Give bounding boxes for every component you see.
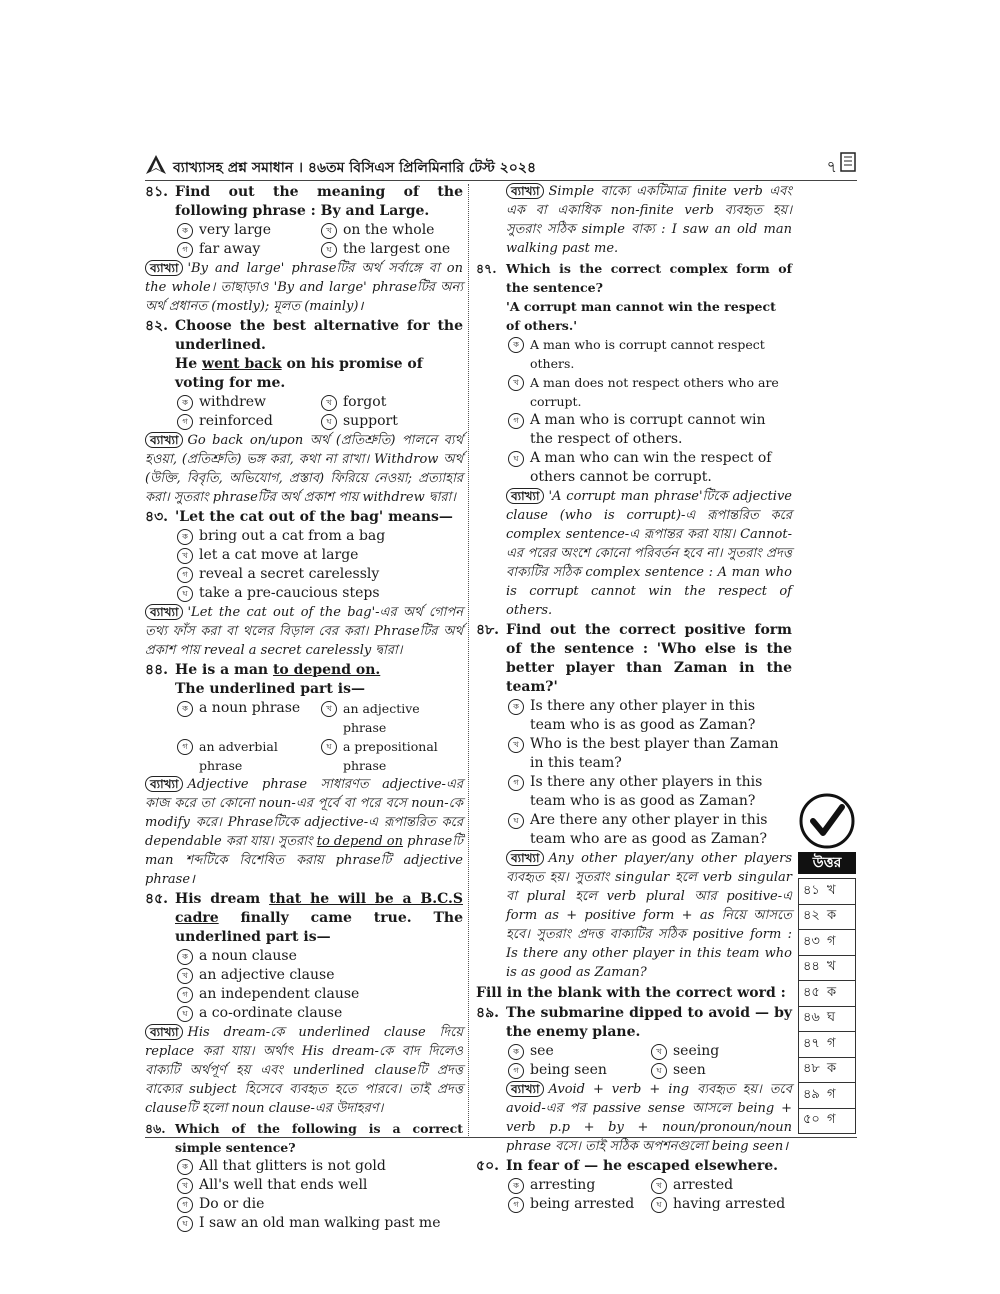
answer-row (799, 1006, 856, 1032)
answer-row (799, 981, 856, 1007)
explanation-tag: ব্যাখ্যা (145, 776, 183, 792)
explanation-tag: ব্যাখ্যা (506, 183, 544, 199)
option-b[interactable]: খ seeing (649, 1042, 792, 1061)
explanation-48: ব্যাখ্যা Any other player/any other players ব্যবহৃত হয়। সুতরাং singular হলে verb singular বা plural হলে verb plural আর positive-এ form as + positive form + as নিয়ে আসতে হবে। সুতরাং প্রদত্ত বাক্যটির সঠিক positive form : Is there any other player in this team who is as good as Zaman? (506, 851, 792, 980)
option-c[interactable]: গ being arrested (506, 1195, 649, 1214)
explanation-tag: ব্যাখ্যা (506, 850, 544, 866)
option-d[interactable]: ঘ a co-ordinate clause (175, 1004, 463, 1023)
page-header (145, 148, 857, 184)
option-c[interactable]: গ reinforced (175, 412, 319, 431)
option-a[interactable]: ক a noun clause (175, 947, 463, 966)
prompt-47: 'A corrupt man cannot win the respect of others.' (506, 299, 776, 333)
option-b[interactable]: খ forgot (319, 393, 463, 412)
question-43: ৪৩. 'Let the cat out of the bag' means— (145, 509, 453, 525)
explanation-45: ব্যাখ্যা His dream-কে underlined clause দিয়ে replace করা যায়। অর্থাৎ His dream-কে বাদ দিলেও বাক্যটি অর্থপূর্ণ হয় এবং underlined clauseটি প্রদত্ত বাক্যের subject হিসেবে ব্যবহৃত হতে পারবে। তাই প্রদত্ত clauseটি হলো noun clause-এর উদাহরণ। (145, 1025, 463, 1116)
prompt-42: He went back on his promise of voting for me. (175, 356, 423, 391)
option-c[interactable]: গ Is there any other players in this team who is as good as Zaman? (506, 773, 792, 811)
left-column (145, 182, 463, 1233)
option-a[interactable]: ক Is there any other player in this team who is as good as Zaman? (506, 697, 792, 735)
question-48: ৪৮. Find out the correct positive form of the sentence : 'Who else is the better player than Zaman in the team?' (476, 622, 792, 695)
section-heading: Fill in the blank with the correct word : (476, 985, 786, 1001)
option-a[interactable]: ক withdrew (175, 393, 319, 412)
option-d[interactable]: ঘ the largest one (319, 240, 463, 259)
answer-choice: খ (827, 882, 836, 898)
checkmark-icon (798, 792, 856, 850)
option-b[interactable]: খ let a cat move at large (175, 546, 463, 565)
question-45: ৪৫. His dream that he will be a B.C.S cadre finally came true. The underlined part is— (145, 891, 463, 945)
explanation-46: ব্যাখ্যা Simple বাক্যে একটিমাত্র finite verb এবং এক বা একাধিক non-finite verb ব্যবহৃত হয়। সুতরাং সঠিক simple বাক্য : I saw an old man walking past me. (506, 184, 792, 256)
answer-question-number: ৪১ (803, 882, 820, 898)
option-b[interactable]: খ A man does not respect others who are corrupt. (506, 373, 792, 411)
option-d[interactable]: ঘ seen (649, 1061, 792, 1080)
option-b[interactable]: খ All's well that ends well (175, 1176, 463, 1195)
option-d[interactable]: ঘ having arrested (649, 1195, 792, 1214)
answer-row (799, 1057, 856, 1083)
question-41: ৪১. Find out the meaning of the following phrase : By and Large. (145, 184, 463, 219)
option-d[interactable]: ঘ I saw an old man walking past me (175, 1214, 463, 1233)
option-b[interactable]: খ Who is the best player than Zaman in this team? (506, 735, 792, 773)
answer-question-number: ৪৪ (803, 959, 820, 975)
answer-question-number: ৪৬ (803, 1010, 820, 1026)
option-d[interactable]: ঘ a prepositional phrase (319, 737, 463, 775)
answer-row (799, 1083, 856, 1109)
options-41 (175, 221, 463, 259)
explanation-tag: ব্যাখ্যা (506, 1081, 544, 1097)
option-b[interactable]: খ on the whole (319, 221, 463, 240)
question-46: ৪৬. Which of the following is a correct simple sentence? (145, 1121, 463, 1155)
right-column (476, 182, 792, 1214)
explanation-43: ব্যাখ্যা 'Let the cat out of the bag'-এর অর্থ গোপন তথ্য ফাঁস করা বা থলের বিড়াল বের করা। Phraseটির অর্থ প্রকাশ পায় reveal a secret carelessly দ্বারা। (145, 605, 463, 658)
answer-row (799, 955, 856, 981)
explanation-tag: ব্যাখ্যা (145, 604, 183, 620)
option-a[interactable]: ক see (506, 1042, 649, 1061)
options-50 (506, 1176, 792, 1214)
answer-question-number: ৪৭ (803, 1035, 820, 1051)
option-b[interactable]: খ arrested (649, 1176, 792, 1195)
answer-question-number: ৪৮ (803, 1061, 820, 1077)
answer-row (799, 930, 856, 956)
book-icon (839, 152, 857, 172)
question-47: ৪৭. Which is the correct complex form of the sentence? (476, 261, 792, 295)
options-49 (506, 1042, 792, 1080)
option-c[interactable]: গ Do or die (175, 1195, 463, 1214)
options-47 (506, 335, 792, 487)
option-d[interactable]: ঘ A man who can win the respect of others cannot be corrupt. (506, 449, 792, 487)
prompt-44: The underlined part is— (175, 681, 365, 697)
option-a[interactable]: ক a noun phrase (175, 699, 319, 737)
explanation-tag: ব্যাখ্যা (145, 260, 183, 276)
answer-question-number: ৪৫ (803, 984, 820, 1000)
option-c[interactable]: গ reveal a secret carelessly (175, 565, 463, 584)
explanation-44: ব্যাখ্যা Adjective phrase সাধারণত adjective-এর কাজ করে তা কোনো noun-এর পূর্বে বা পরে বসে noun-কে modify করে। Phraseটিকে adjective-এ রূপান্তরিত করে dependable করা যায়। সুতরাং to depend on phraseটি man শব্দটিকে বিশেষিত করায় phraseটি adjective phrase। (145, 777, 463, 887)
option-d[interactable]: ঘ take a pre-caucious steps (175, 584, 463, 603)
options-43 (175, 527, 463, 603)
option-c[interactable]: গ far away (175, 240, 319, 259)
explanation-41: ব্যাখ্যা 'By and large' phraseটির অর্থ সর্বাঙ্গে বা on the whole। তাছাড়াও 'By and large' phraseটির অন্য অর্থ প্রধানত (mostly); মূলত (mainly)। (145, 261, 463, 314)
options-48 (506, 697, 792, 849)
option-d[interactable]: ঘ support (319, 412, 463, 431)
option-c[interactable]: গ being seen (506, 1061, 649, 1080)
page-number: ৭ (826, 157, 837, 176)
options-46 (175, 1157, 463, 1233)
option-d[interactable]: ঘ Are there any other player in this team who are as good as Zaman? (506, 811, 792, 849)
option-a[interactable]: ক All that glitters is not gold (175, 1157, 463, 1176)
question-42: ৪২. Choose the best alternative for the underlined. (145, 318, 463, 353)
answer-choice: গ (827, 1035, 836, 1051)
option-a[interactable]: ক arresting (506, 1176, 649, 1195)
explanation-tag: ব্যাখ্যা (145, 1024, 183, 1040)
answer-question-number: ৪২ (803, 908, 820, 924)
explanation-42: ব্যাখ্যা Go back on/upon অর্থ (প্রতিশ্রুতি) পালনে ব্যর্থ হওয়া, (প্রতিশ্রুতি) ভঙ্গ করা, কথা না রাখা। Withdrow অর্থ (উক্তি, বিবৃতি, অভিযোগ, প্রস্তাব) ফিরিয়ে নেওয়া; প্রত্যাহার করা। সুতরাং phraseটির অর্থ প্রকাশ পায় withdrew দ্বারা। (145, 433, 463, 505)
answer-question-number: ৪৯ (803, 1086, 820, 1102)
question-50: ৫০. In fear of — he escaped elsewhere. (476, 1158, 778, 1174)
explanation-49: ব্যাখ্যা Avoid + verb + ing ব্যবহৃত হয়। তবে avoid-এর পর passive sense আসলে being + verb p.p + by + noun/pronoun/noun phrase বসে। তাই সঠিক অপশনগুলো being seen। (506, 1082, 792, 1154)
answer-question-number: ৪৩ (803, 933, 820, 949)
option-a[interactable]: ক bring out a cat from a bag (175, 527, 463, 546)
answer-choice: গ (827, 933, 836, 949)
answer-row (799, 879, 856, 905)
explanation-tag: ব্যাখ্যা (506, 488, 544, 504)
answer-question-number: ৫০ (803, 1112, 820, 1128)
explanation-tag: ব্যাখ্যা (145, 432, 183, 448)
option-a[interactable]: ক A man who is corrupt cannot respect others. (506, 335, 792, 373)
explanation-47: ব্যাখ্যা 'A corrupt man phrase'টিকে adjective clause (who is corrupt)-এ রূপান্তরিত করে complex sentence-এ রূপান্তর করা যায়। Cannot-এর পরের অংশে কোনো পরিবর্তন হবে না। সুতরাং প্রদত্ত বাক্যটির সঠিক complex sentence : A man who is corrupt cannot win the respect of others. (506, 489, 792, 618)
answer-label: উত্তর (798, 852, 856, 874)
answer-row (799, 1032, 856, 1058)
answer-choice: ক (827, 984, 837, 1000)
answer-choice: ক (827, 908, 837, 924)
answer-choice: খ (827, 959, 836, 975)
question-44: ৪৪. He is a man to depend on. (145, 662, 381, 678)
header-rule (145, 180, 857, 181)
option-c[interactable]: গ an independent clause (175, 985, 463, 1004)
options-42 (175, 393, 463, 431)
question-49: ৪৯. The submarine dipped to avoid — by the enemy plane. (476, 1005, 792, 1040)
column-divider (468, 184, 469, 1136)
answer-choice: গ (827, 1086, 836, 1102)
option-a[interactable]: ক very large (175, 221, 319, 240)
logo-icon (145, 154, 167, 176)
answer-table (798, 878, 856, 1134)
option-c[interactable]: গ an adverbial phrase (175, 737, 319, 775)
answer-choice: ঘ (827, 1010, 836, 1026)
answer-choice: ক (827, 1061, 837, 1077)
answer-panel (798, 792, 858, 1128)
option-b[interactable]: খ an adjective phrase (319, 699, 463, 737)
answer-choice: গ (827, 1112, 836, 1128)
page-title: ব্যাখ্যাসহ প্রশ্ন সমাধান । ৪৬তম বিসিএস প্রিলিমিনারি টেস্ট ২০২৪ (173, 160, 537, 176)
option-b[interactable]: খ an adjective clause (175, 966, 463, 985)
option-c[interactable]: গ A man who is corrupt cannot win the respect of others. (506, 411, 792, 449)
options-45 (175, 947, 463, 1023)
footer-rule (145, 1137, 857, 1138)
answer-row (799, 904, 856, 930)
options-44 (175, 699, 463, 775)
answer-row (799, 1108, 856, 1134)
